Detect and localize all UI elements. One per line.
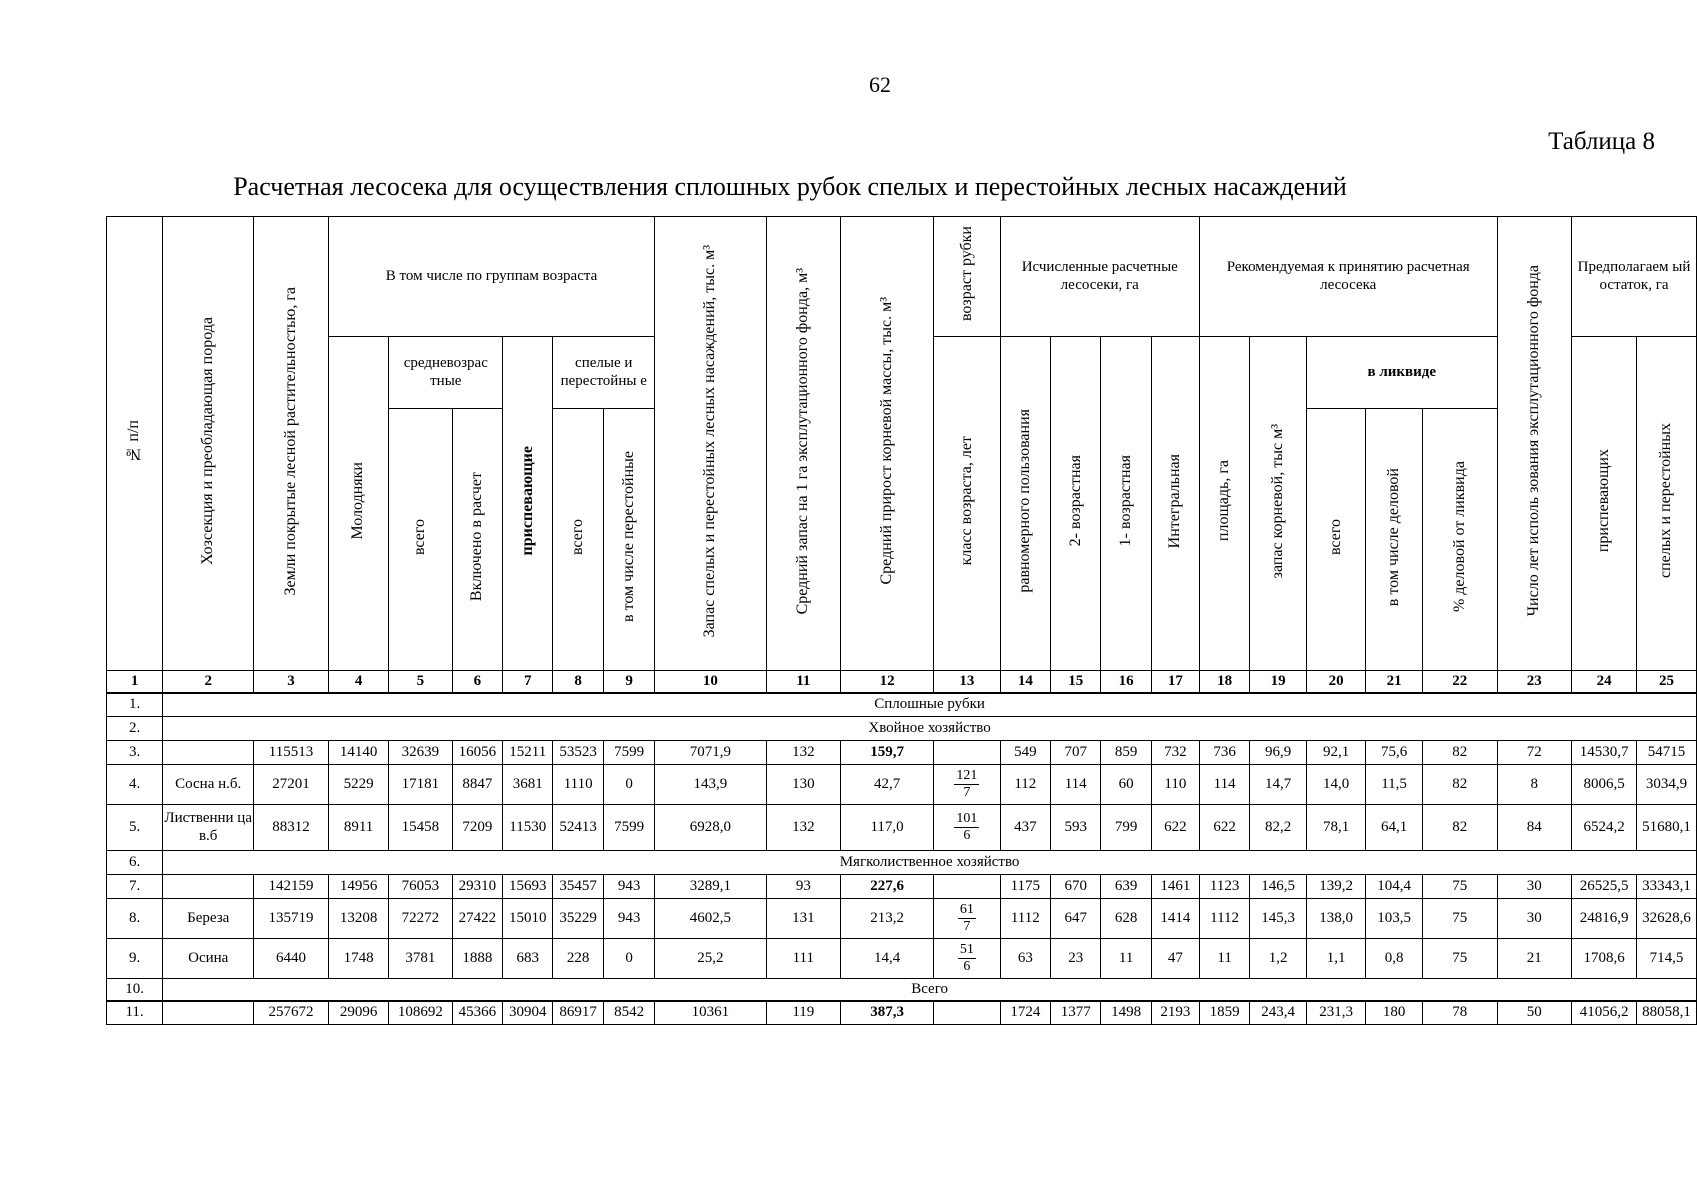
cell: 7071,9 [655, 741, 766, 765]
cell: 142159 [254, 875, 329, 899]
cell: 3034,9 [1637, 765, 1697, 805]
table-row [107, 741, 1697, 765]
header-approaching: приспевающие [503, 337, 553, 671]
cell: 76053 [389, 875, 452, 899]
row-number: 1. [107, 693, 163, 717]
header-even-use: равномерного пользования [1000, 337, 1050, 671]
cell: 84 [1497, 805, 1572, 851]
section-row [107, 717, 1697, 741]
cell: 5229 [328, 765, 389, 805]
age-class-cell [934, 875, 1001, 899]
column-number: 2 [163, 671, 254, 693]
cell: 8847 [452, 765, 503, 805]
header-overmature: в том числе перестойные [604, 409, 655, 671]
cell: 7599 [604, 805, 655, 851]
table-row [107, 939, 1697, 979]
cell: 0 [604, 765, 655, 805]
cell: 1377 [1051, 1001, 1101, 1025]
cell: 30904 [503, 1001, 553, 1025]
table-row [107, 805, 1697, 851]
cell: 1708,6 [1572, 939, 1637, 979]
cell: 42,7 [841, 765, 934, 805]
column-number: 10 [655, 671, 766, 693]
cell: 33343,1 [1637, 875, 1697, 899]
cell: 15211 [503, 741, 553, 765]
cell: 732 [1151, 741, 1199, 765]
cell: 3681 [503, 765, 553, 805]
cell: 1175 [1000, 875, 1050, 899]
cell: 132 [766, 741, 841, 765]
forest-cut-table [106, 216, 1697, 1025]
age-class-cell [934, 805, 1001, 851]
row-number: 11. [107, 1001, 163, 1025]
cell: 622 [1199, 805, 1249, 851]
cell: 639 [1101, 875, 1151, 899]
cell: 593 [1051, 805, 1101, 851]
cell: 859 [1101, 741, 1151, 765]
header-avg-stock-per-ha: Средний запас на 1 га эксплутационного фонда, м³ [766, 217, 841, 671]
cell: 78 [1422, 1001, 1497, 1025]
cell: 1498 [1101, 1001, 1151, 1025]
cell: 82 [1422, 765, 1497, 805]
header-two-age: 2- возрастная [1051, 337, 1101, 671]
cell: 1112 [1199, 899, 1249, 939]
header-forest-land: Земли покрытые лесной растительностью, га [254, 217, 329, 671]
cell: 63 [1000, 939, 1050, 979]
species-name [163, 741, 254, 765]
cell: 104,4 [1366, 875, 1423, 899]
column-number: 1 [107, 671, 163, 693]
row-number: 9. [107, 939, 163, 979]
cell: 29096 [328, 1001, 389, 1025]
cell: 53523 [553, 741, 604, 765]
cell: 213,2 [841, 899, 934, 939]
cell: 943 [604, 875, 655, 899]
table-row [107, 765, 1697, 805]
cell: 111 [766, 939, 841, 979]
cell: 135719 [254, 899, 329, 939]
cell: 82 [1422, 741, 1497, 765]
species-name: Береза [163, 899, 254, 939]
cell: 60 [1101, 765, 1151, 805]
cell: 88312 [254, 805, 329, 851]
column-number: 24 [1572, 671, 1637, 693]
header-young: Молодняки [328, 337, 389, 671]
cell: 15010 [503, 899, 553, 939]
section-label: Хвойное хозяйство [163, 717, 1697, 741]
column-number: 14 [1000, 671, 1050, 693]
cell: 75 [1422, 875, 1497, 899]
cell: 3781 [389, 939, 452, 979]
cutting-age: 121 [956, 768, 978, 784]
header-business-percent: % деловой от ликвида [1422, 409, 1497, 671]
cell: 228 [553, 939, 604, 979]
cell: 13208 [328, 899, 389, 939]
cell: 131 [766, 899, 841, 939]
cell: 138,0 [1307, 899, 1366, 939]
cell: 114 [1199, 765, 1249, 805]
cell: 1112 [1000, 899, 1050, 939]
column-number-row [107, 671, 1697, 693]
column-number: 13 [934, 671, 1001, 693]
cell: 1748 [328, 939, 389, 979]
age-class: 6 [963, 958, 971, 974]
table-title: Расчетная лесосека для осуществления сплошных рубок спелых и перестойных лесных насаждений [233, 172, 1347, 201]
cell: 707 [1051, 741, 1101, 765]
cell: 26525,5 [1572, 875, 1637, 899]
header-liquid: в ликвиде [1307, 337, 1498, 409]
row-number: 3. [107, 741, 163, 765]
cell: 1,1 [1307, 939, 1366, 979]
header-area: площадь, га [1199, 337, 1249, 671]
header-integral: Интегральная [1151, 337, 1199, 671]
cell: 257672 [254, 1001, 329, 1025]
cell: 82 [1422, 805, 1497, 851]
column-number: 11 [766, 671, 841, 693]
header-liquid-total: всего [1307, 409, 1366, 671]
column-number: 19 [1250, 671, 1307, 693]
header-recommended-cut: Рекомендуемая к принятию расчетная лесосека [1199, 217, 1497, 337]
cell: 93 [766, 875, 841, 899]
cell: 75,6 [1366, 741, 1423, 765]
header-row-1 [107, 217, 1697, 337]
species-name: Осина [163, 939, 254, 979]
cell: 29310 [452, 875, 503, 899]
column-number: 4 [328, 671, 389, 693]
cell: 115513 [254, 741, 329, 765]
cell: 24816,9 [1572, 899, 1637, 939]
cell: 45366 [452, 1001, 503, 1025]
column-number: 17 [1151, 671, 1199, 693]
cell: 647 [1051, 899, 1101, 939]
cell: 8542 [604, 1001, 655, 1025]
column-number: 20 [1307, 671, 1366, 693]
age-class-cell [934, 1001, 1001, 1025]
cell: 15693 [503, 875, 553, 899]
cell: 27422 [452, 899, 503, 939]
table-row [107, 899, 1697, 939]
section-row [107, 851, 1697, 875]
cell: 146,5 [1250, 875, 1307, 899]
cell: 30 [1497, 899, 1572, 939]
section-row [107, 693, 1697, 717]
cell: 54715 [1637, 741, 1697, 765]
cell: 11 [1101, 939, 1151, 979]
column-number: 21 [1366, 671, 1423, 693]
cell: 8 [1497, 765, 1572, 805]
table-row [107, 875, 1697, 899]
cell: 103,5 [1366, 899, 1423, 939]
cell: 51680,1 [1637, 805, 1697, 851]
cell: 437 [1000, 805, 1050, 851]
cell: 16056 [452, 741, 503, 765]
cell: 72272 [389, 899, 452, 939]
age-class-cell [934, 899, 1001, 939]
cell: 35457 [553, 875, 604, 899]
cell: 1414 [1151, 899, 1199, 939]
species-name [163, 1001, 254, 1025]
cell: 96,9 [1250, 741, 1307, 765]
column-number: 25 [1637, 671, 1697, 693]
cell: 8006,5 [1572, 765, 1637, 805]
column-number: 16 [1101, 671, 1151, 693]
cell: 6524,2 [1572, 805, 1637, 851]
age-fraction [958, 902, 976, 934]
cell: 11 [1199, 939, 1249, 979]
cell: 628 [1101, 899, 1151, 939]
cell: 1724 [1000, 1001, 1050, 1025]
cell: 11530 [503, 805, 553, 851]
cell: 52413 [553, 805, 604, 851]
cell: 7599 [604, 741, 655, 765]
header-one-age: 1- возрастная [1101, 337, 1151, 671]
section-label: Всего [163, 979, 1697, 1001]
column-number: 3 [254, 671, 329, 693]
column-number: 22 [1422, 671, 1497, 693]
cell: 3289,1 [655, 875, 766, 899]
cell: 1461 [1151, 875, 1199, 899]
section-label: Мягколиственное хозяйство [163, 851, 1697, 875]
cell: 119 [766, 1001, 841, 1025]
cell: 943 [604, 899, 655, 939]
cell: 86917 [553, 1001, 604, 1025]
cell: 0 [604, 939, 655, 979]
cutting-age: 61 [959, 902, 974, 918]
cell: 736 [1199, 741, 1249, 765]
age-fraction [958, 942, 976, 974]
column-number: 5 [389, 671, 452, 693]
cell: 227,6 [841, 875, 934, 899]
cell: 549 [1000, 741, 1050, 765]
row-number: 5. [107, 805, 163, 851]
cell: 72 [1497, 741, 1572, 765]
cell: 75 [1422, 899, 1497, 939]
cell: 243,4 [1250, 1001, 1307, 1025]
cell: 117,0 [841, 805, 934, 851]
cell: 145,3 [1250, 899, 1307, 939]
row-number: 8. [107, 899, 163, 939]
cell: 110 [1151, 765, 1199, 805]
cell: 108692 [389, 1001, 452, 1025]
cell: 231,3 [1307, 1001, 1366, 1025]
cell: 132 [766, 805, 841, 851]
column-number: 12 [841, 671, 934, 693]
age-class: 6 [963, 827, 971, 843]
age-class: 7 [963, 784, 971, 800]
column-number: 8 [553, 671, 604, 693]
cell: 88058,1 [1637, 1001, 1697, 1025]
row-number: 10. [107, 979, 163, 1001]
header-mature-stock: Запас спелых и перестойных лесных насаждений, тыс. м³ [655, 217, 766, 671]
cell: 670 [1051, 875, 1101, 899]
cell: 114 [1051, 765, 1101, 805]
header-approaching-remainder: приспевающих [1572, 337, 1637, 671]
header-age-groups: В том числе по группам возраста [328, 217, 654, 337]
cell: 32639 [389, 741, 452, 765]
cell: 14,0 [1307, 765, 1366, 805]
column-number: 6 [452, 671, 503, 693]
column-number: 9 [604, 671, 655, 693]
species-name [163, 875, 254, 899]
header-mature-remainder: спелых и перестойных [1637, 337, 1697, 671]
cell: 1859 [1199, 1001, 1249, 1025]
header-age-class: класс возраста, лет [934, 337, 1001, 671]
table-row [107, 1001, 1697, 1025]
cell: 1110 [553, 765, 604, 805]
cell: 2193 [1151, 1001, 1199, 1025]
row-number: 2. [107, 717, 163, 741]
cell: 41056,2 [1572, 1001, 1637, 1025]
cell: 10361 [655, 1001, 766, 1025]
header-mature-total: всего [553, 409, 604, 671]
section-label: Сплошные рубки [163, 693, 1697, 717]
cell: 14140 [328, 741, 389, 765]
cell: 139,2 [1307, 875, 1366, 899]
cell: 30 [1497, 875, 1572, 899]
cutting-age: 101 [956, 811, 978, 827]
cell: 21 [1497, 939, 1572, 979]
cutting-age: 51 [959, 942, 974, 958]
cell: 143,9 [655, 765, 766, 805]
header-middle-total: всего [389, 409, 452, 671]
cell: 6928,0 [655, 805, 766, 851]
cell: 159,7 [841, 741, 934, 765]
column-number: 15 [1051, 671, 1101, 693]
header-avg-growth: Средний прирост корневой массы, тыс. м³ [841, 217, 934, 671]
cell: 622 [1151, 805, 1199, 851]
cell: 1,2 [1250, 939, 1307, 979]
age-class: 7 [963, 918, 971, 934]
cell: 82,2 [1250, 805, 1307, 851]
column-number: 7 [503, 671, 553, 693]
cell: 75 [1422, 939, 1497, 979]
cell: 387,3 [841, 1001, 934, 1025]
row-number: 6. [107, 851, 163, 875]
age-class-cell [934, 741, 1001, 765]
section-row [107, 979, 1697, 1001]
header-middle-included: Включено в расчет [452, 409, 503, 671]
header-liquid-business: в том числе деловой [1366, 409, 1423, 671]
species-name: Сосна н.б. [163, 765, 254, 805]
cell: 14,7 [1250, 765, 1307, 805]
cell: 23 [1051, 939, 1101, 979]
cell: 17181 [389, 765, 452, 805]
cell: 8911 [328, 805, 389, 851]
row-number: 7. [107, 875, 163, 899]
cell: 714,5 [1637, 939, 1697, 979]
cell: 35229 [553, 899, 604, 939]
age-class-cell [934, 765, 1001, 805]
cell: 6440 [254, 939, 329, 979]
cell: 14956 [328, 875, 389, 899]
age-class-cell [934, 939, 1001, 979]
cell: 27201 [254, 765, 329, 805]
header-cut-age: возраст рубки [934, 217, 1001, 337]
header-middle-aged: средневозрас тные [389, 337, 503, 409]
cell: 112 [1000, 765, 1050, 805]
cell: 1123 [1199, 875, 1249, 899]
table-caption: Таблица 8 [1548, 128, 1655, 155]
cell: 7209 [452, 805, 503, 851]
cell: 130 [766, 765, 841, 805]
species-name: Лиственни ца в.б [163, 805, 254, 851]
cell: 64,1 [1366, 805, 1423, 851]
cell: 14530,7 [1572, 741, 1637, 765]
cell: 32628,6 [1637, 899, 1697, 939]
column-number: 18 [1199, 671, 1249, 693]
cell: 25,2 [655, 939, 766, 979]
page-number: 62 [869, 72, 891, 97]
header-years-of-use: Число лет исполь зования эксплутационного фонда [1497, 217, 1572, 671]
cell: 14,4 [841, 939, 934, 979]
row-number: 4. [107, 765, 163, 805]
header-root-stock: запас корневой, тыс м³ [1250, 337, 1307, 671]
cell: 0,8 [1366, 939, 1423, 979]
cell: 11,5 [1366, 765, 1423, 805]
cell: 1888 [452, 939, 503, 979]
age-fraction [954, 768, 979, 800]
header-calculated-cuts: Исчисленные расчетные лесосеки, га [1000, 217, 1199, 337]
cell: 78,1 [1307, 805, 1366, 851]
cell: 4602,5 [655, 899, 766, 939]
header-row-number: № п/п [107, 217, 163, 671]
age-fraction [954, 811, 979, 843]
cell: 15458 [389, 805, 452, 851]
header-mature: спелые и перестойны е [553, 337, 655, 409]
column-number: 23 [1497, 671, 1572, 693]
cell: 799 [1101, 805, 1151, 851]
header-remainder: Предполагаем ый остаток, га [1572, 217, 1697, 337]
header-forest-section: Хозсекция и преобладающая порода [163, 217, 254, 671]
cell: 47 [1151, 939, 1199, 979]
cell: 92,1 [1307, 741, 1366, 765]
cell: 50 [1497, 1001, 1572, 1025]
cell: 683 [503, 939, 553, 979]
cell: 180 [1366, 1001, 1423, 1025]
